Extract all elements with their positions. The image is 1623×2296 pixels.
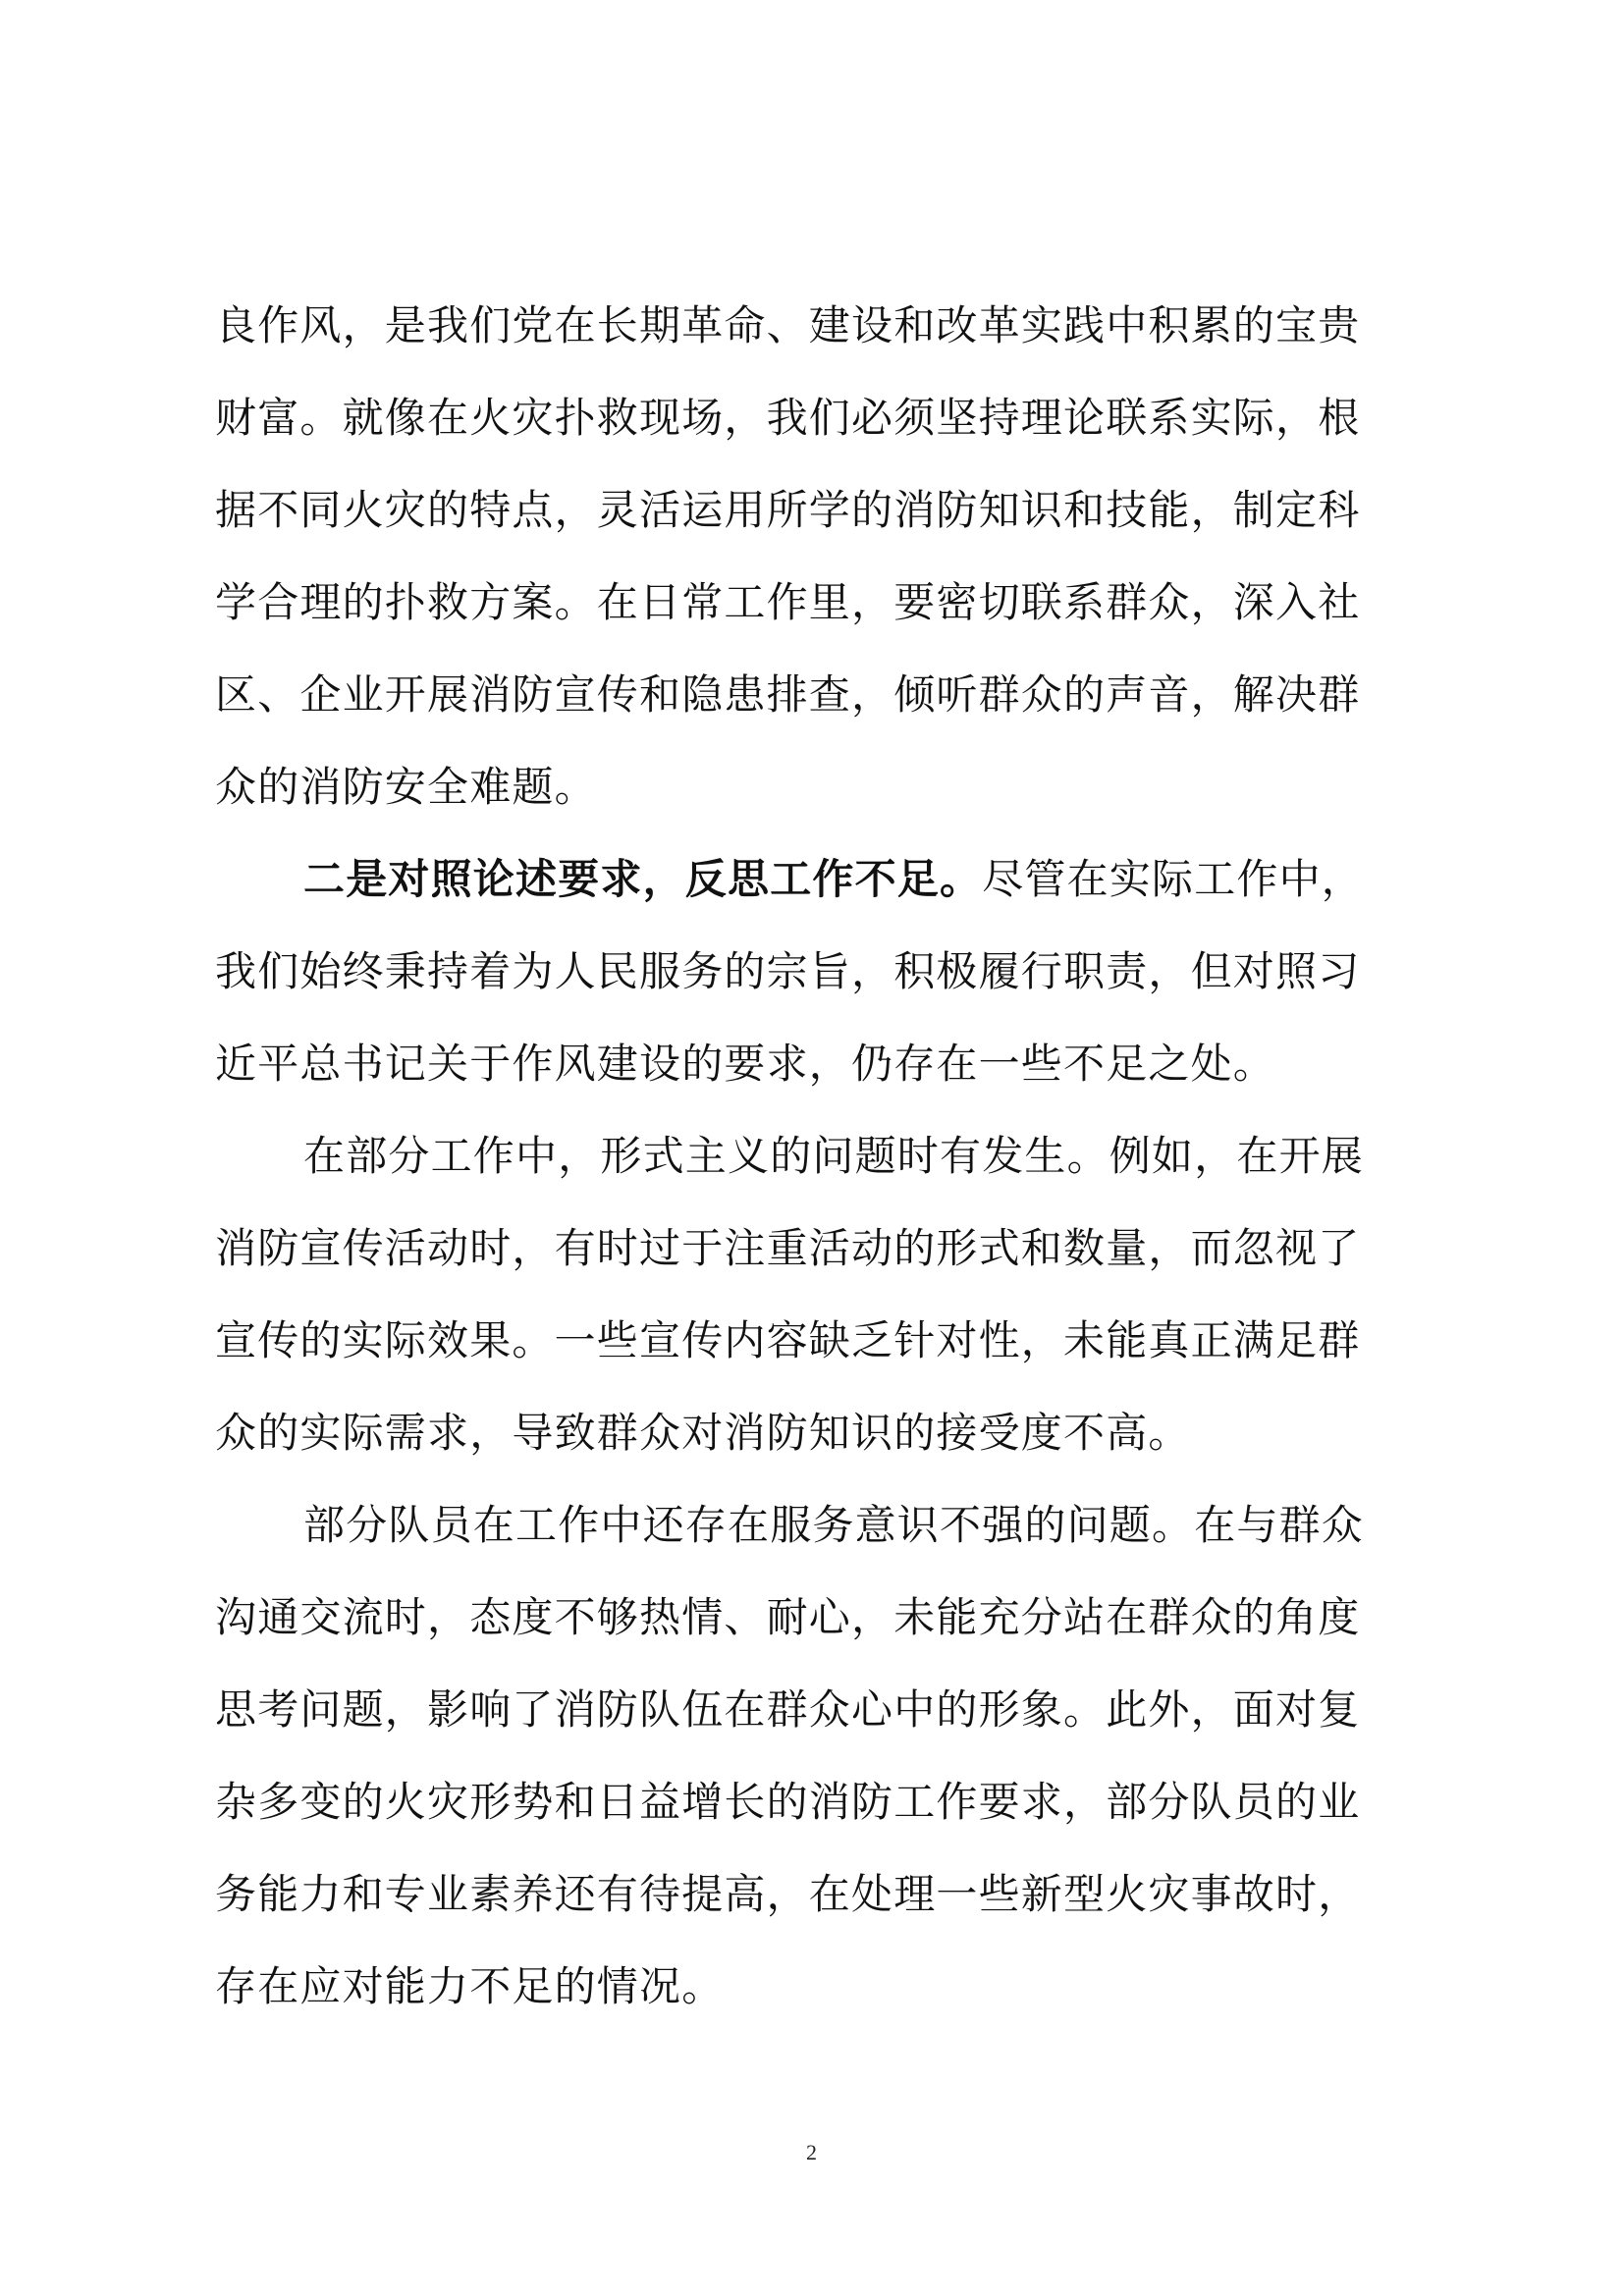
text-line: 众的消防安全难题。	[215, 763, 597, 811]
text-line: 杂多变的火灾形势和日益增长的消防工作要求，部分队员的业	[215, 1778, 1361, 1826]
text-line-rest: 尽管在实际工作中，	[982, 855, 1365, 903]
text-line: 区、企业开展消防宣传和隐患排查，倾听群众的声音，解决群	[215, 670, 1361, 719]
paragraph-lead-line	[215, 833, 1405, 926]
text-line: 部分队员在工作中还存在服务意识不强的问题。在与群众	[303, 1501, 1365, 1549]
page-number: 2	[806, 2140, 817, 2164]
text-line: 思考问题，影响了消防队伍在群众心中的形象。此外，面对复	[215, 1685, 1361, 1734]
text-line: 我们始终秉持着为人民服务的宗旨，积极履行职责，但对照习	[215, 947, 1361, 995]
text-line: 宣传的实际效果。一些宣传内容缺乏针对性，未能真正满足群	[215, 1316, 1361, 1364]
section-heading: 二是对照论述要求，反思工作不足。	[303, 855, 983, 903]
text-line: 沟通交流时，态度不够热情、耐心，未能充分站在群众的角度	[215, 1593, 1361, 1641]
text-line: 务能力和专业素养还有待提高，在处理一些新型火灾事故时，	[215, 1870, 1361, 1918]
text-line: 良作风，是我们党在长期革命、建设和改革实践中积累的宝贵	[215, 301, 1361, 349]
text-line: 据不同火灾的特点，灵活运用所学的消防知识和技能，制定科	[215, 486, 1361, 534]
text-line: 在部分工作中，形式主义的问题时有发生。例如，在开展	[303, 1132, 1365, 1180]
text-line: 存在应对能力不足的情况。	[215, 1962, 725, 2010]
text-line: 消防宣传活动时，有时过于注重活动的形式和数量，而忽视了	[215, 1224, 1361, 1272]
text-line: 近平总书记关于作风建设的要求，仍存在一些不足之处。	[215, 1040, 1276, 1088]
text-line: 学合理的扑救方案。在日常工作里，要密切联系群众，深入社	[215, 578, 1361, 626]
text-line: 财富。就像在火灾扑救现场，我们必须坚持理论联系实际，根	[215, 394, 1361, 442]
document-body	[215, 280, 1405, 2033]
text-line: 众的实际需求，导致群众对消防知识的接受度不高。	[215, 1409, 1191, 1457]
